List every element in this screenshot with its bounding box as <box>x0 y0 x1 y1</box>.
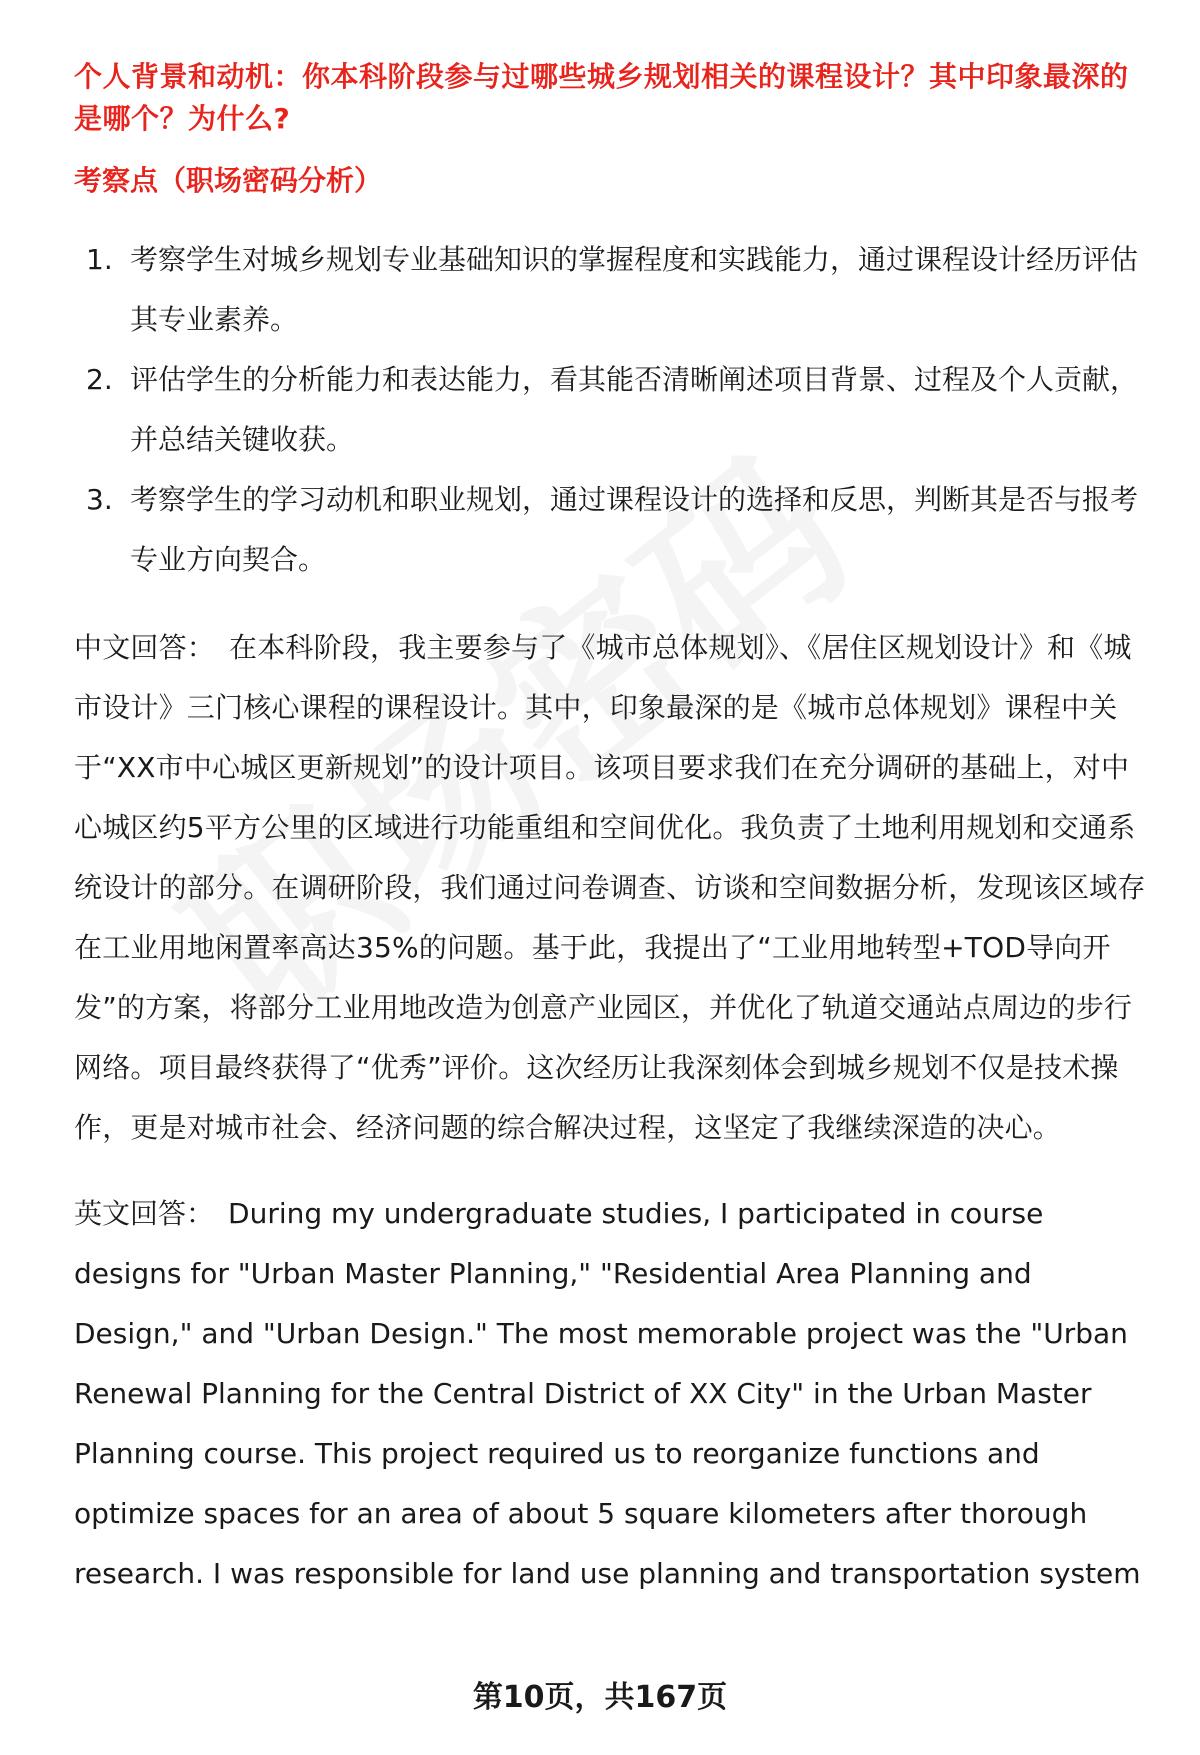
english-answer-text: During my undergraduate studies, I participated in course designs for "Urban Master Planning," "Residential Area Planning and Design," and "Urban Design." The most memorable project was the "Urban Renewal Planning for the Central District of XX City" in the Urban Master Planning course. This project required us to reorganize functions and optimize spaces for an area of about 5 square kilometers after thorough research. I was responsible for land use planning and transportation system <box>74 1197 1141 1590</box>
list-item-number: 3. <box>86 483 113 516</box>
list-item-number: 1. <box>86 243 113 276</box>
english-answer-label: 英文回答： <box>74 1197 215 1230</box>
english-answer <box>74 1184 1154 1604</box>
list-item <box>74 470 1154 590</box>
chinese-answer-label: 中文回答： <box>74 631 216 664</box>
list-item-number: 2. <box>86 363 113 396</box>
chinese-answer <box>74 618 1154 1158</box>
list-item <box>74 230 1154 350</box>
assessment-points-list <box>74 230 1154 590</box>
list-item-text: 考察学生的学习动机和职业规划，通过课程设计的选择和反思，判断其是否与报考专业方向契合。 <box>130 483 1139 576</box>
list-item-text: 考察学生对城乡规划专业基础知识的掌握程度和实践能力，通过课程设计经历评估其专业素养。 <box>130 243 1139 336</box>
assessment-heading: 考察点（职场密码分析） <box>74 164 383 197</box>
chinese-answer-text: 在本科阶段，我主要参与了《城市总体规划》、《居住区规划设计》和《城市设计》三门核心课程的课程设计。其中，印象最深的是《城市总体规划》课程中关于“XX市中心城区更新规划”的设计项目。该项目要求我们在充分调研的基础上，对中心城区约5平方公里的区域进行功能重组和空间优化。我负责了土地利用规划和交通系统设计的部分。在调研阶段，我们通过问卷调查、访谈和空间数据分析，发现该区域存在工业用地闲置率高达35%的问题。基于此，我提出了“工业用地转型+TOD导向开发”的方案，将部分工业用地改造为创意产业园区，并优化了轨道交通站点周边的步行网络。项目最终获得了“优秀”评价。这次经历让我深刻体会到城乡规划不仅是技术操作，更是对城市社会、经济问题的综合解决过程，这坚定了我继续深造的决心。 <box>74 631 1146 1144</box>
page-number-footer: 第10页，共167页 <box>472 1680 728 1715</box>
question-title: 个人背景和动机：你本科阶段参与过哪些城乡规划相关的课程设计？其中印象最深的是哪个？为什么? <box>74 60 1129 135</box>
list-item <box>74 350 1154 470</box>
document-page <box>74 56 1154 1604</box>
list-item-text: 评估学生的分析能力和表达能力，看其能否清晰阐述项目背景、过程及个人贡献，并总结关键收获。 <box>130 363 1139 456</box>
